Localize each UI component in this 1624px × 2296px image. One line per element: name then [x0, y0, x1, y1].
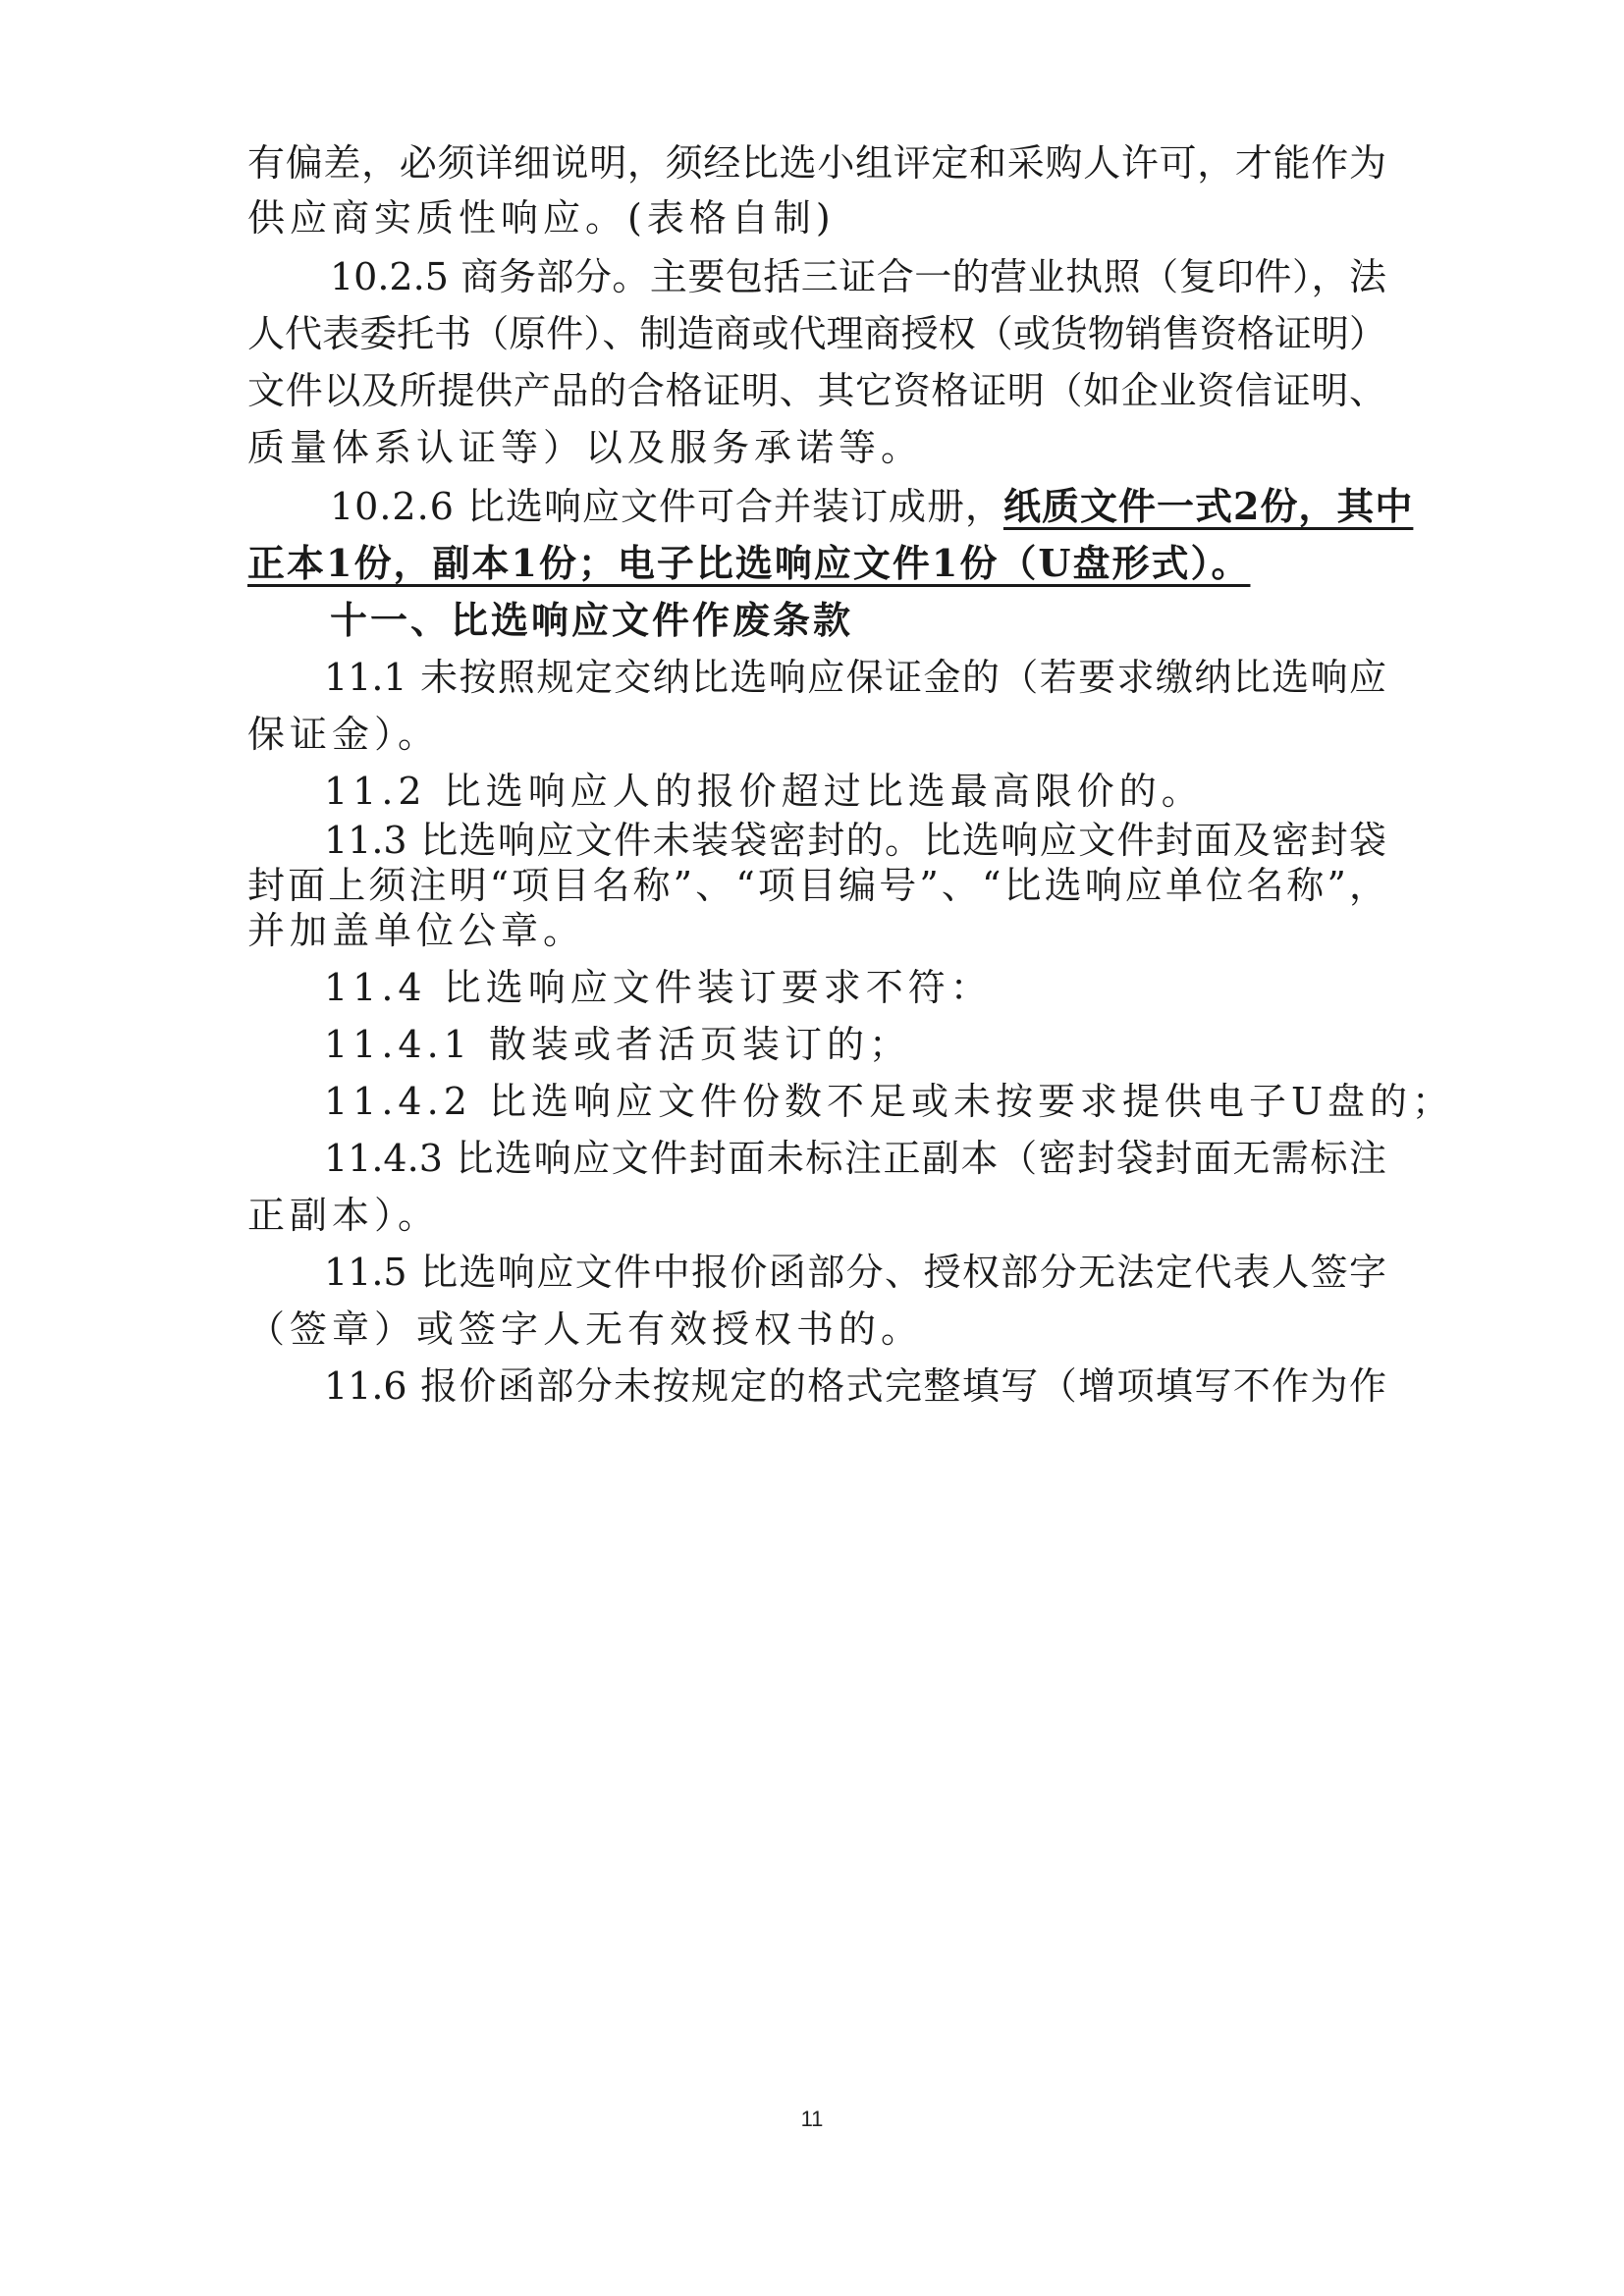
text-line: 10.2.5 商务部分。主要包括三证合一的营业执照（复印件），法 — [330, 255, 1386, 298]
text-line: 11.3 比选响应文件未装袋密封的。比选响应文件封面及密封袋 — [324, 819, 1386, 862]
section-heading: 十一、比选响应文件作废条款 — [330, 599, 854, 642]
text-line: 11.1 未按照规定交纳比选响应保证金的（若要求缴纳比选响应 — [324, 656, 1386, 699]
underlined-text: 纸质文件一式2份，其中 — [1002, 484, 1414, 528]
text-line: 文件以及所提供产品的合格证明、其它资格证明（如企业资信证明、 — [247, 369, 1386, 412]
underlined-text-line: 正本1份，副本1份；电子比选响应文件1份（U盘形式）。 — [247, 541, 1251, 585]
text-line: 11.2 比选响应人的报价超过比选最高限价的。 — [324, 770, 1204, 813]
text-line: （签章）或签字人无有效授权书的。 — [247, 1308, 924, 1351]
page-number: 11 — [800, 2107, 824, 2131]
text-line: 正副本）。 — [247, 1194, 441, 1237]
text-line — [330, 481, 1414, 532]
text-line: 11.4.1 散装或者活页装订的； — [324, 1023, 911, 1066]
text-line: 11.6 报价函部分未按规定的格式完整填写（增项填写不作为作 — [324, 1364, 1386, 1408]
text-line: 有偏差，必须详细说明，须经比选小组评定和采购人许可，才能作为 — [247, 141, 1386, 185]
text-line: 封面上须注明“项目名称”、“项目编号”、“比选响应单位名称”， — [247, 864, 1386, 907]
text-segment: 10.2.6 比选响应文件可合并装订成册， — [330, 485, 1003, 528]
text-line: 并加盖单位公章。 — [247, 909, 586, 952]
text-line: 11.4 比选响应文件装订要求不符： — [324, 966, 993, 1009]
text-line: 供应商实质性响应。(表格自制) — [247, 196, 836, 240]
text-line: 11.4.2 比选响应文件份数不足或未按要求提供电子U盘的； — [324, 1080, 1454, 1123]
text-line: 保证金）。 — [247, 713, 441, 756]
text-line: 质量体系认证等）以及服务承诺等。 — [247, 426, 924, 469]
text-line: 11.4.3 比选响应文件封面未标注正副本（密封袋封面无需标注 — [324, 1137, 1386, 1180]
text-line: 11.5 比选响应文件中报价函部分、授权部分无法定代表人签字 — [324, 1251, 1386, 1294]
text-line: 人代表委托书（原件）、制造商或代理商授权（或货物销售资格证明） — [247, 312, 1386, 355]
